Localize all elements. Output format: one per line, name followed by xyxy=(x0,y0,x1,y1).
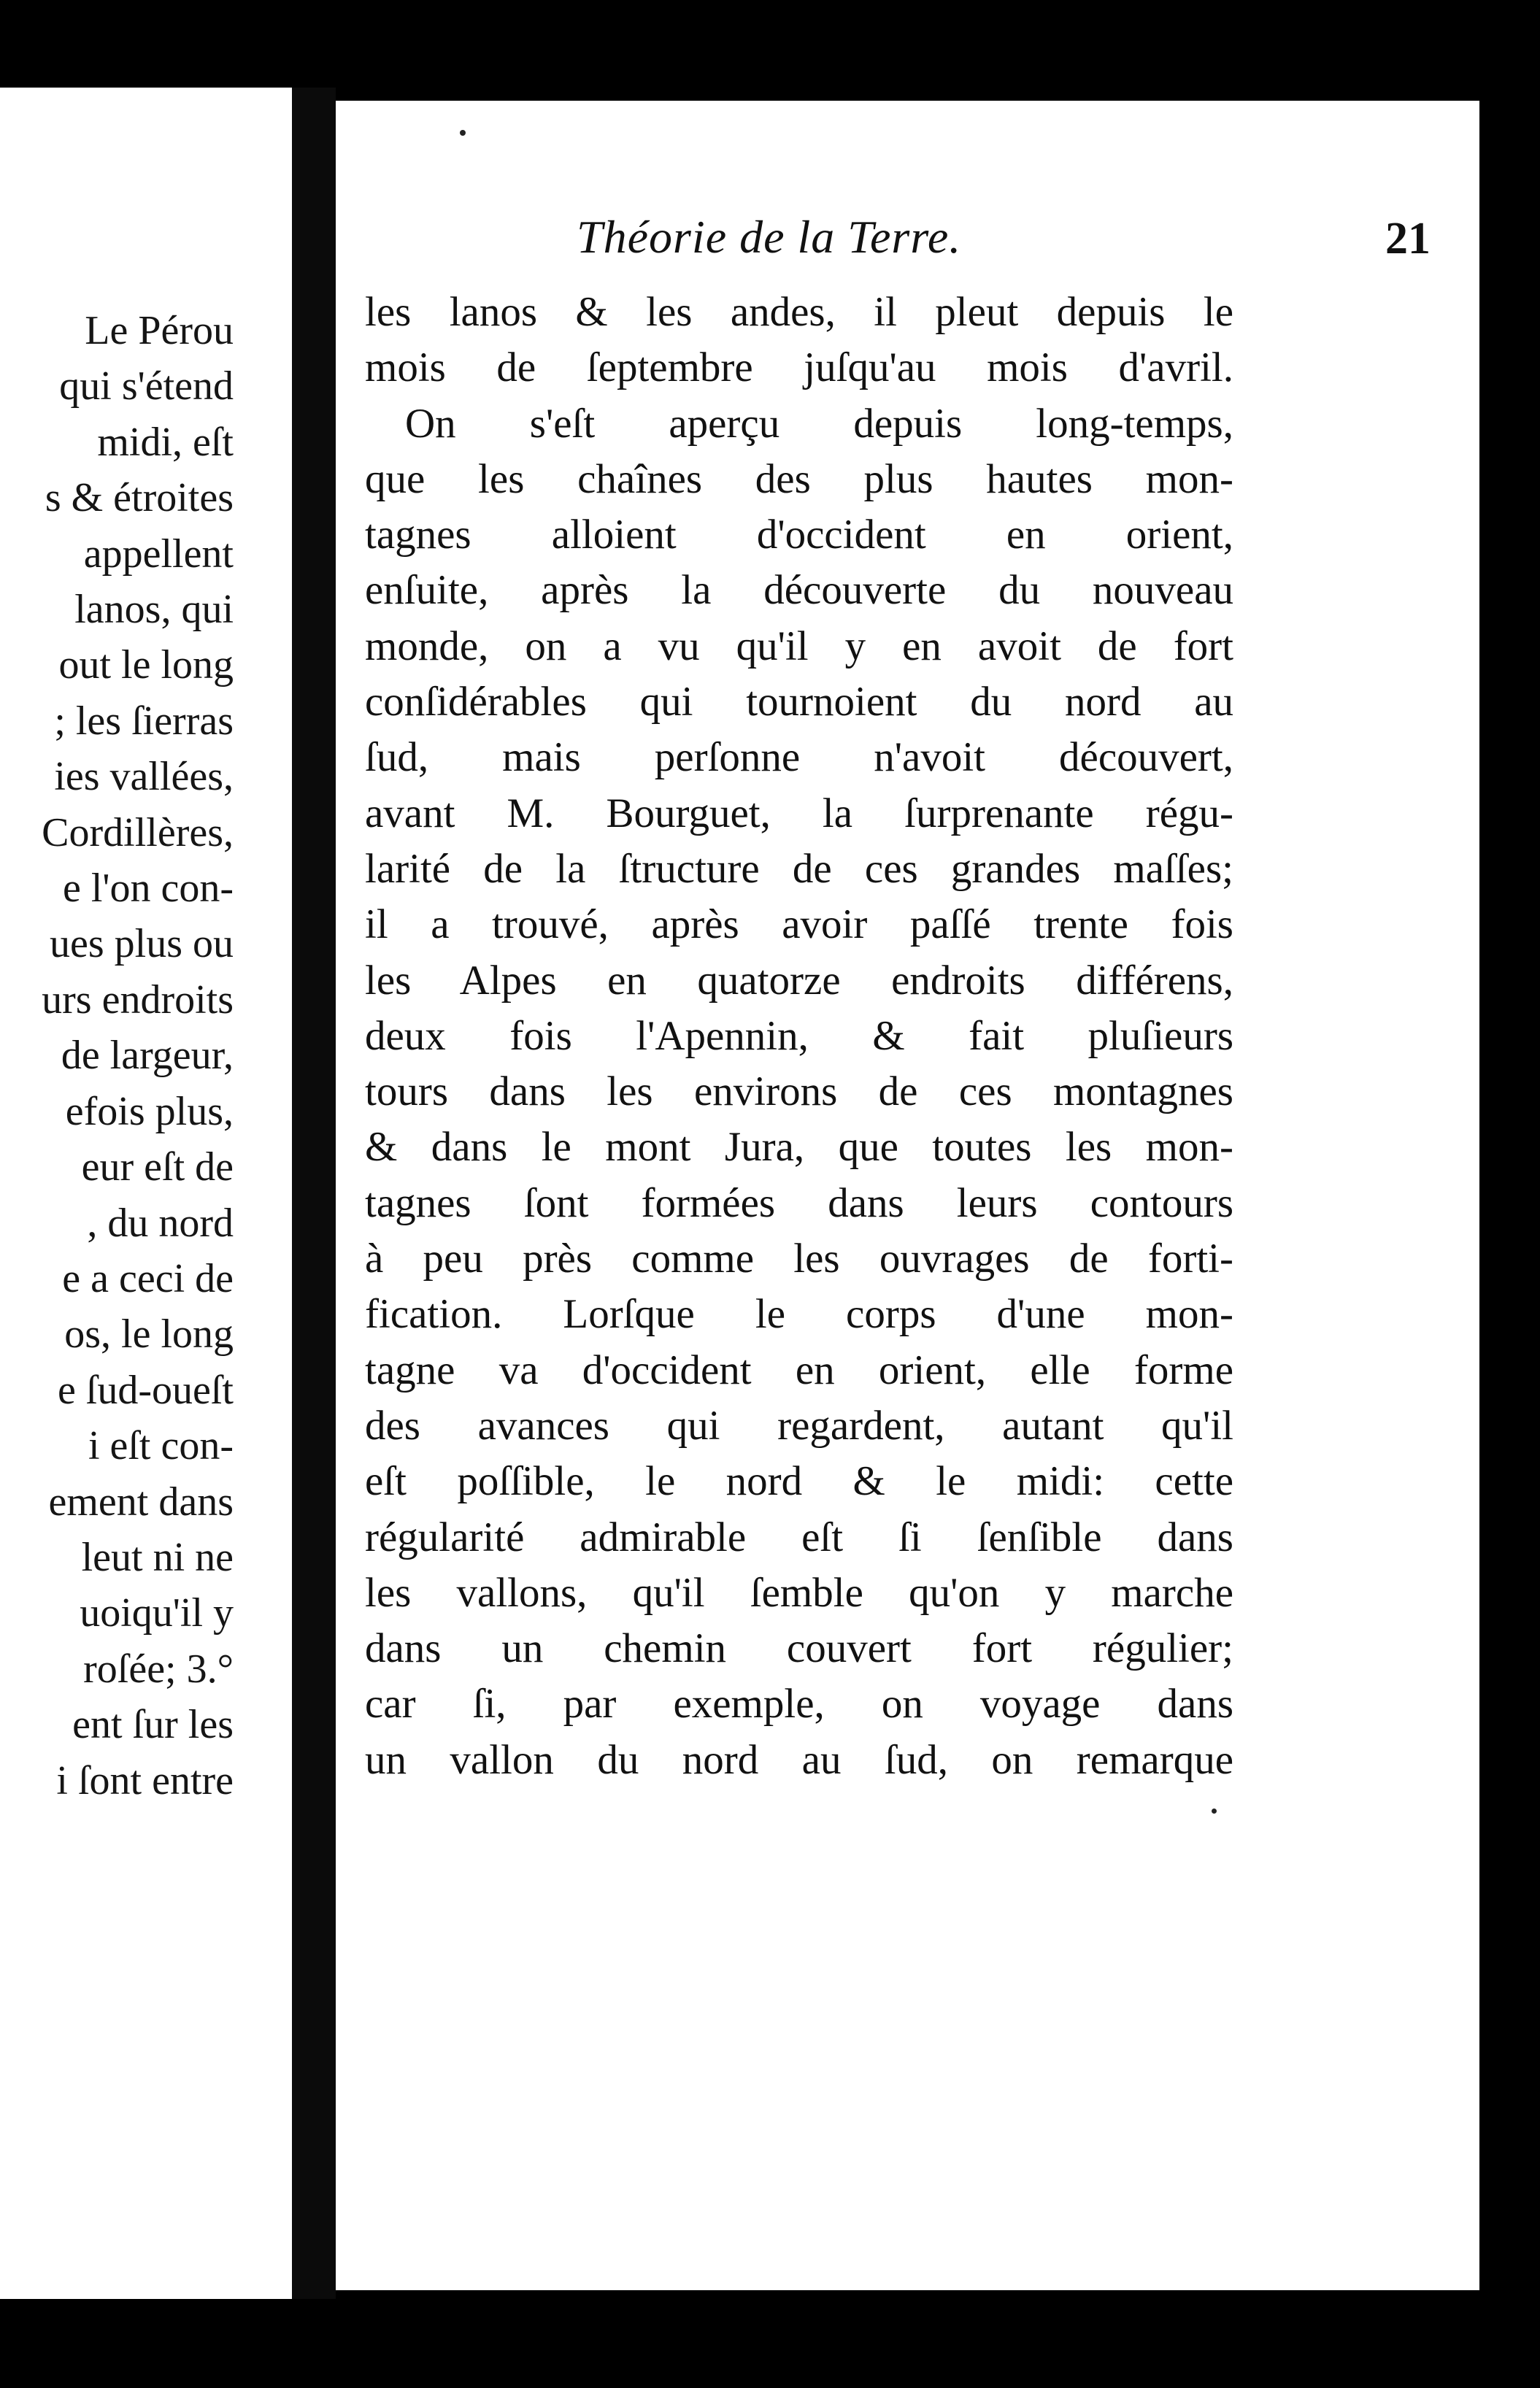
text-line: à peu près comme les ouvrages de forti- xyxy=(365,1236,1233,1282)
left-text-line: eur eſt de xyxy=(81,1144,234,1190)
text-line: enſuite, après la découverte du nouveau xyxy=(365,567,1233,614)
text-line: conſidérables qui tournoient du nord au xyxy=(365,679,1233,725)
running-title: Théorie de la Terre. xyxy=(577,211,962,263)
left-text-line: e ſud-oueſt xyxy=(57,1367,234,1413)
text-line: & dans le mont Jura, que toutes les mon- xyxy=(365,1124,1233,1171)
left-text-line: i ſont entre xyxy=(56,1757,234,1803)
left-text-line: , du nord xyxy=(87,1200,234,1246)
text-line: On s'eſt aperçu depuis long-temps, xyxy=(405,400,1233,447)
text-line: des avances qui regardent, autant qu'il xyxy=(365,1402,1233,1449)
left-text-line: e l'on con- xyxy=(62,866,234,912)
left-text-line: e a ceci de xyxy=(62,1255,234,1301)
left-text-line: leut ni ne xyxy=(81,1534,234,1580)
left-text-line: uoiqu'il y xyxy=(80,1590,234,1636)
left-text-line: ; les ſierras xyxy=(54,698,234,744)
text-line: larité de la ſtructure de ces grandes maſſes; xyxy=(365,845,1233,892)
text-line: tagnes alloient d'occident en orient, xyxy=(365,512,1233,558)
text-line: tagnes ſont formées dans leurs contours xyxy=(365,1179,1233,1226)
text-line: les vallons, qu'il ſemble qu'on y marche xyxy=(365,1569,1233,1616)
text-line: tagne va d'occident en orient, elle forme xyxy=(365,1347,1233,1393)
text-line: il a trouvé, après avoir paſſé trente fois xyxy=(365,901,1233,948)
left-page-text xyxy=(42,303,234,1809)
text-line: les Alpes en quatorze endroits différens, xyxy=(365,957,1233,1004)
left-text-line: midi, eſt xyxy=(97,419,234,465)
text-line: que les chaînes des plus hautes mon- xyxy=(365,455,1233,502)
page-number: 21 xyxy=(1385,214,1431,263)
ink-speck xyxy=(460,130,466,136)
book-gutter xyxy=(292,88,336,2299)
text-line: avant M. Bourguet, la ſurprenante régu- xyxy=(365,790,1233,836)
left-text-line: de largeur, xyxy=(61,1033,234,1079)
text-line: tours dans les environs de ces montagnes xyxy=(365,1068,1233,1115)
text-line: un vallon du nord au ſud, on remarque xyxy=(365,1736,1233,1783)
left-text-line: Le Pérou xyxy=(85,308,234,353)
text-line: ſud, mais perſonne n'avoit découvert, xyxy=(365,734,1233,781)
left-page xyxy=(0,88,292,2299)
left-text-line: efois plus, xyxy=(65,1088,234,1134)
text-line: car ſi, par exemple, on voyage dans xyxy=(365,1681,1233,1728)
left-text-line: qui s'étend xyxy=(59,363,234,409)
left-text-line: out le long xyxy=(58,642,234,688)
text-line: régularité admirable eſt ſi ſenſible dans xyxy=(365,1514,1233,1560)
left-text-line: ent ſur les xyxy=(72,1702,234,1748)
left-text-line: Cordillères, xyxy=(42,809,234,855)
left-text-line: ies vallées, xyxy=(54,754,234,800)
text-line: monde, on a vu qu'il y en avoit de fort xyxy=(365,623,1233,669)
text-line: dans un chemin couvert fort régulier; xyxy=(365,1625,1233,1672)
left-text-line: urs endroits xyxy=(42,977,234,1022)
text-line: deux fois l'Apennin, & fait pluſieurs xyxy=(365,1012,1233,1059)
page-header xyxy=(577,210,1431,276)
text-line: les lanos & les andes, il pleut depuis le xyxy=(365,289,1233,335)
left-text-line: ues plus ou xyxy=(50,921,234,967)
left-text-line: appellent xyxy=(83,531,234,577)
left-text-line: roſée; 3.° xyxy=(83,1646,234,1692)
right-page-text xyxy=(365,285,1233,1788)
right-page xyxy=(336,101,1479,2290)
text-line: eſt poſſible, le nord & le midi: cette xyxy=(365,1458,1233,1505)
left-text-line: lanos, qui xyxy=(74,587,234,633)
left-text-line: s & étroites xyxy=(45,475,234,521)
left-text-line: os, le long xyxy=(64,1312,234,1357)
text-line: mois de ſeptembre juſqu'au mois d'avril. xyxy=(365,344,1233,391)
text-line: fication. Lorſque le corps d'une mon- xyxy=(365,1291,1233,1338)
left-text-line: ement dans xyxy=(48,1479,234,1525)
left-text-line: i eſt con- xyxy=(88,1423,234,1469)
ink-speck xyxy=(1212,1809,1217,1814)
